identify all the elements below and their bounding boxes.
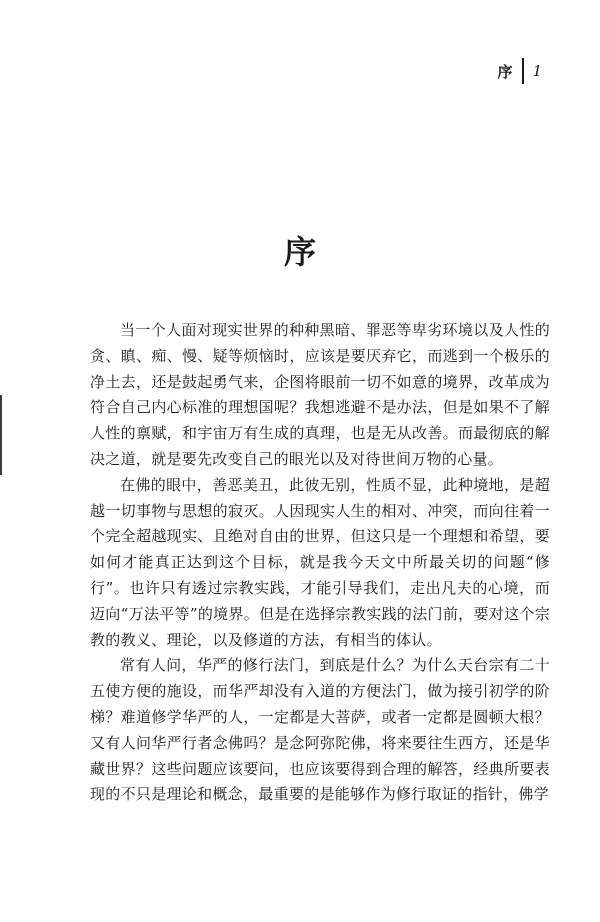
paragraph: 在佛的眼中，善恶美丑，此彼无别，性质不显，此种境地，是超越一切事物与思想的寂灭。人因现实人生的相对、冲突，而向往着一个完全超越现实、且绝对自由的世界，但这只是一个理想和希望，要如何才能真正达到这个目标，就是我今天文中所最关切的问题“修行”。也许只有透过宗教实践，才能引导我们，走出凡夫的心境，而迈向“万法平等”的境界。但是在选择宗教实践的法门前，要对这个宗教的教义、理论，以及修道的方法，有相当的体认。 [90,475,550,649]
running-header-title: 序 [497,62,514,81]
body-text [90,318,550,808]
page-number: 1 [532,62,542,80]
chapter-title: 序 [283,233,316,271]
paragraph: 当一个人面对现实世界的种种黑暗、罪恶等卑劣环境以及人性的贪、瞋、痴、慢、疑等烦恼时，应该是要厌弃它，而逃到一个极乐的净土去，还是鼓起勇气来，企图将眼前一切不如意的境界，改革成为符合自己内心标准的理想国呢？我想逃避不是办法，但是如果不了解人性的禀赋，和宇宙万有生成的真理，也是无从改善。而最彻底的解决之道，就是要先改变自己的眼光以及对待世间万物的心量。 [90,321,550,468]
page-edge-mark [0,395,2,475]
header-divider [522,58,524,84]
paragraph: 常有人问，华严的修行法门，到底是什么？为什么天台宗有二十五使方便的施设，而华严却没有入道的方便法门，做为接引初学的阶梯？难道修学华严的人，一定都是大菩萨，或者一定都是圆顿大根？又有人问华严行者念佛吗？是念阿弥陀佛，将来要往生西方，还是华藏世界？这些问题应该要问，也应该要得到合理的解答，经典所要表现的不只是理论和概念，最重要的是能够作为修行取证的指针，佛学 [90,656,550,804]
running-header [497,58,542,84]
